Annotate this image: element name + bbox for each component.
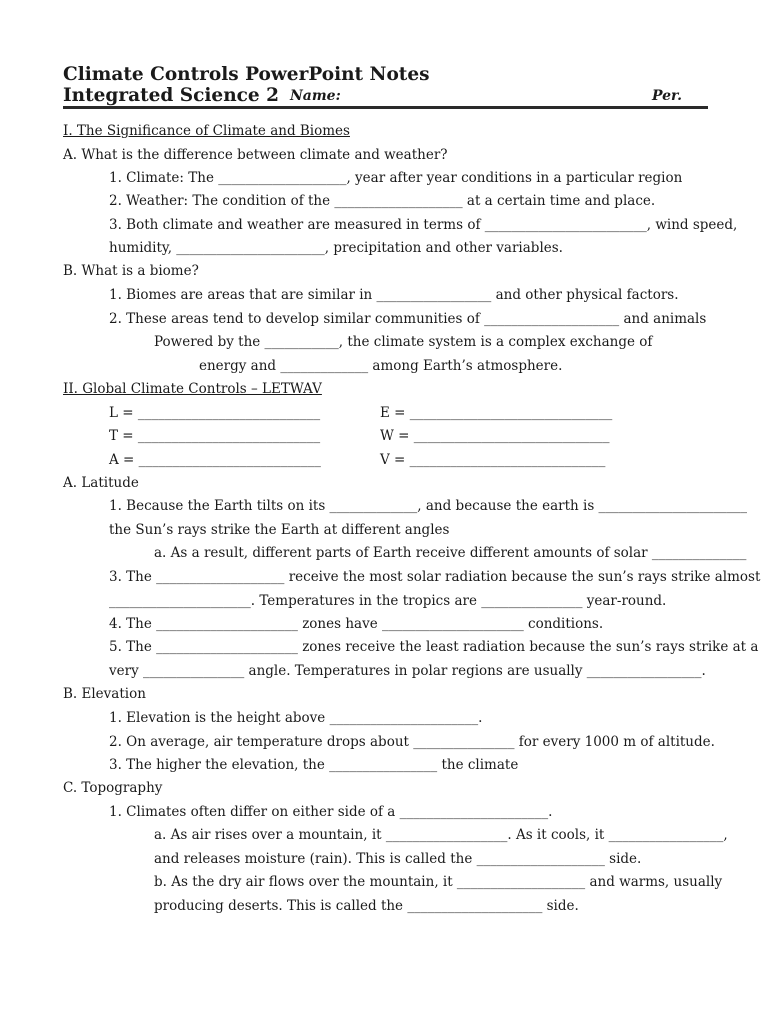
item-biome-communities: 2. These areas tend to develop similar communities of ____________________ and animals	[109, 311, 707, 327]
item-leeward-side: producing deserts. This is called the ____________________ side.	[154, 898, 579, 914]
question-a-climate-weather: A. What is the difference between climate and weather?	[63, 147, 448, 163]
item-either-side: 1. Climates often differ on either side of a ______________________.	[109, 804, 553, 820]
letwav-t: T = ___________________________	[109, 428, 321, 444]
item-most-radiation: 3. The ___________________ receive the most solar radiation because the sun’s rays strike almost	[109, 569, 761, 585]
heading-latitude: A. Latitude	[63, 475, 139, 491]
item-energy-exchange: energy and _____________ among Earth’s atmosphere.	[199, 358, 563, 374]
item-biome-areas: 1. Biomes are areas that are similar in _________________ and other physical factors.	[109, 287, 679, 303]
item-climate-definition: 1. Climate: The ___________________, year after year conditions in a particular region	[109, 170, 683, 186]
letwav-a: A = ___________________________	[109, 452, 321, 468]
letwav-l: L = ___________________________	[109, 405, 321, 421]
item-weather-definition: 2. Weather: The condition of the ___________________ at a certain time and place.	[109, 193, 656, 209]
item-earth-tilt: 1. Because the Earth tilts on its _____________, and because the earth is ______________________	[109, 498, 748, 514]
name-label: Name:	[290, 88, 341, 104]
document-subtitle: Integrated Science 2	[63, 85, 280, 106]
item-higher-elevation: 3. The higher the elevation, the ________________ the climate	[109, 757, 519, 773]
heading-elevation: B. Elevation	[63, 686, 146, 702]
item-earth-tilt-cont: the Sun’s rays strike the Earth at different angles	[109, 522, 450, 538]
question-b-biome: B. What is a biome?	[63, 263, 199, 279]
item-measurement-terms-cont: humidity, ______________________, precipitation and other variables.	[109, 240, 563, 256]
item-zones-conditions: 4. The _____________________ zones have _____________________ conditions.	[109, 616, 604, 632]
item-elevation-height: 1. Elevation is the height above ______________________.	[109, 710, 483, 726]
item-temperature-drop: 2. On average, air temperature drops about _______________ for every 1000 m of altitude.	[109, 734, 715, 750]
letwav-e: E = ______________________________	[380, 405, 613, 421]
item-dry-air-flows: b. As the dry air flows over the mountain, it ___________________ and warms, usually	[154, 874, 723, 890]
section-heading-significance: I. The Significance of Climate and Biomes	[63, 123, 350, 139]
period-label: Per.	[652, 88, 683, 104]
item-windward-side: and releases moisture (rain). This is called the ___________________ side.	[154, 851, 642, 867]
section-heading-letwav: II. Global Climate Controls – LETWAV	[63, 381, 322, 397]
letwav-v: V = _____________________________	[380, 452, 606, 468]
letwav-w: W = _____________________________	[380, 428, 610, 444]
item-air-rises: a. As air rises over a mountain, it __________________. As it cools, it _________________,	[154, 827, 728, 843]
item-polar-temperature: very _______________ angle. Temperatures in polar regions are usually _________________.	[109, 663, 706, 679]
item-solar-amounts: a. As a result, different parts of Earth receive different amounts of solar ______________	[154, 545, 747, 561]
item-powered-by: Powered by the ___________, the climate system is a complex exchange of	[154, 334, 653, 350]
item-measurement-terms: 3. Both climate and weather are measured in terms of ________________________, wind speed,	[109, 217, 738, 233]
document-title: Climate Controls PowerPoint Notes	[63, 64, 430, 85]
item-tropics-temperature: _____________________. Temperatures in the tropics are _______________ year-round.	[109, 593, 667, 609]
item-least-radiation: 5. The _____________________ zones receive the least radiation because the sun’s rays strike at a	[109, 639, 759, 655]
header-rule	[63, 106, 708, 109]
heading-topography: C. Topography	[63, 780, 163, 796]
